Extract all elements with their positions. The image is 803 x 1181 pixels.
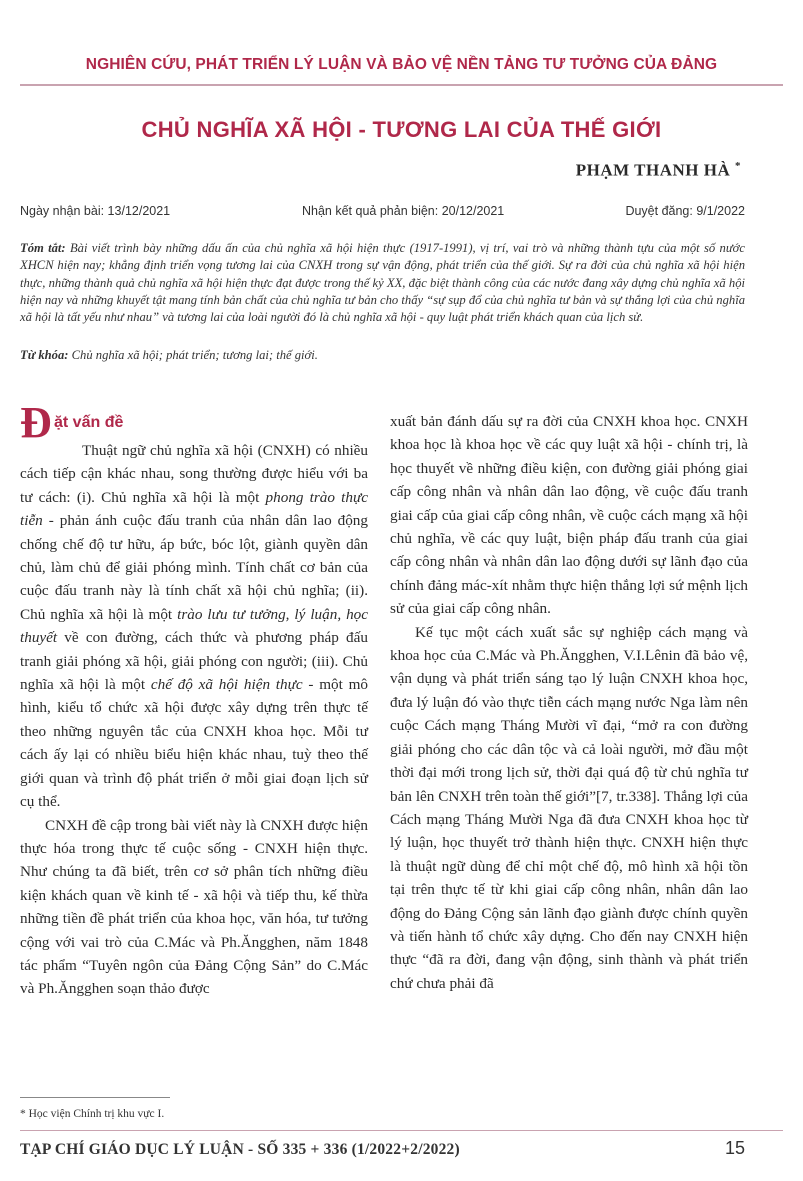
footer-divider bbox=[20, 1130, 783, 1131]
date-received: Ngày nhận bài: 13/12/2021 bbox=[20, 204, 171, 218]
section-heading bbox=[20, 398, 368, 447]
paragraph-text: - phản ánh cuộc đấu tranh của nhân dân lao động chống chế độ tư hữu, áp bức, bóc lột, giành quyền dân chủ, làm chủ để giải phóng mình. Tính chất cơ bản của cuộc đấu tranh này là tính chất xã hội chủ nghĩa; (ii). Chủ nghĩa xã hội là một bbox=[20, 512, 368, 623]
article-title: CHỦ NGHĨA XÃ HỘI - TƯƠNG LAI CỦA THẾ GIỚI bbox=[141, 117, 662, 142]
keywords-label: Từ khóa: bbox=[20, 348, 69, 362]
author-name: PHẠM THANH HÀ bbox=[575, 160, 731, 180]
body-column-right bbox=[390, 410, 748, 995]
abstract bbox=[20, 240, 745, 326]
paragraph-text: về con đường, cách thức và phương pháp đấu tranh giải phóng xã hội, giải phóng con người; (iii). Chủ nghĩa xã hội là một bbox=[20, 629, 368, 694]
journal-name: TẠP CHÍ GIÁO DỤC LÝ LUẬN - SỐ 335 + 336 (1/2022+2/2022) bbox=[20, 1141, 460, 1158]
paragraph: xuất bản đánh dấu sự ra đời của CNXH khoa học. CNXH khoa học là khoa học về các quy luật xã hội - chính trị, là học thuyết về những điều kiện, con đường giải phóng giai cấp công nhân và nhân dân lao động, về cuộc đấu tranh giai cấp của giai cấp công nhân, về cuộc cách mạng xã hội chủ nghĩa, về các quy luật, biện pháp đấu tranh của giai cấp công nhân và nhân dân lao động dưới sự lãnh đạo của chính đảng mác-xít nhằm thực hiện thắng lợi sứ mệnh lịch sử của giai cấp công nhân. bbox=[390, 413, 748, 618]
page-number: 15 bbox=[724, 1138, 745, 1158]
header-divider bbox=[20, 84, 783, 86]
keywords bbox=[20, 348, 745, 363]
abstract-label: Tóm tắt: bbox=[20, 241, 66, 255]
emphasis-text: chế độ xã hội hiện thực bbox=[150, 676, 303, 694]
emphasis-text: phong trào thực tiễn bbox=[20, 488, 368, 530]
abstract-text: Bài viết trình bày những dấu ấn của chủ nghĩa xã hội hiện thực (1917-1991), vị trí, vai trò và những thành tựu của một số nước XHCN hiện nay; khẳng định triển vọng tương lai của CNXH trong sự vận động, phát triển của thế giới. Sự ra đời của chủ nghĩa xã hội hiện thực, những thành quả chủ nghĩa xã hội hiện thực đạt được trong thế kỷ XX, đặc biệt thành công của các nước đang xây dựng chủ nghĩa xã hội hiện nay và những khuyết tật mang tính bản chất của chủ nghĩa tư bản cho thấy “sự sụp đổ của chủ nghĩa tư bản và sự thắng lợi của chủ nghĩa xã hội là tất yếu như nhau” và tương lai của loài người đó là chủ nghĩa xã hội - quy luật phát triển khách quan của lịch sử. bbox=[20, 241, 745, 325]
keywords-text: Chủ nghĩa xã hội; phát triển; tương lai; thế giới. bbox=[71, 348, 318, 362]
emphasis-text: trào lưu tư tưởng, lý luận, học thuyết bbox=[20, 605, 368, 647]
paragraph-text: - một mô hình, kiểu tổ chức xã hội được xây dựng trên thực tế theo những nguyên tắc của CNXH khoa học. Mỗi tư cách ấy lại có nhiều biểu hiện khác nhau, tuỳ theo thế giới quan và trình độ phát triển ở mỗi giai đoạn lịch sử cụ thể. bbox=[20, 676, 369, 811]
paragraph-text: Thuật ngữ chủ nghĩa xã hội (CNXH) có nhiều cách tiếp cận khác nhau, song thường được hiểu với ba tư cách: (i). Chủ nghĩa xã hội là một bbox=[20, 442, 368, 506]
drop-cap: Đ bbox=[20, 398, 52, 447]
section-heading-text: ặt vấn đề bbox=[54, 414, 124, 431]
paragraph: CNXH đề cập trong bài viết này là CNXH được hiện thực hóa trong thực tế cuộc sống - CNXH hiện thực. Như chúng ta đã biết, trên cơ sở phân tích những điều kiện khách quan về kinh tế - xã hội và tiếp thu, kế thừa những tiền đề phát triển của khoa học, văn hóa, tư tưởng cộng với vai trò của C.Mác và Ph.Ăngghen, năm 1848 tác phẩm “Tuyên ngôn của Đảng Cộng Sản” do C.Mác và Ph.Ăngghen soạn thảo được bbox=[20, 816, 368, 998]
paragraph bbox=[20, 439, 368, 814]
author-footnote-mark: * bbox=[735, 160, 741, 172]
paragraph: Kế tục một cách xuất sắc sự nghiệp cách mạng và khoa học của C.Mác và Ph.Ăngghen, V.I.Lênin đã bảo vệ, vận dụng và phát triển sáng tạo lý luận CNXH khoa học, đưa lý luận đó vào thực tiễn cách mạng nước Nga làm nên cuộc Cách mạng Tháng Mười vĩ đại, “mở ra con đường giải phóng cho các dân tộc và cả loài người, mở đầu một thời đại mới trong lịch sử, thời đại quá độ từ chủ nghĩa tư bản lên CNXH trên toàn thế giới”[7, tr.338]. Thắng lợi của Cách mạng Tháng Mười Nga đã đưa CNXH khoa học từ lý luận, học thuyết trở thành hiện thực. CNXH hiện thực là thuật ngữ dùng để chỉ một chế độ, mô hình xã hội tồn tại trên thực tế từ khi giai cấp công nhân, nhân dân lao động do Đảng Cộng sản lãnh đạo giành được chính quyền và tiến hành tổ chức xây dựng. Cho đến nay CNXH hiện thực “đã ra đời, đang vận động, sinh thành và phát triển chứ chưa phải đã bbox=[390, 623, 748, 992]
footnote: * Học viện Chính trị khu vực I. bbox=[20, 1108, 165, 1120]
date-review: Nhận kết quả phản biện: 20/12/2021 bbox=[302, 204, 505, 218]
date-accepted: Duyệt đăng: 9/1/2022 bbox=[625, 204, 745, 218]
section-header: NGHIÊN CỨU, PHÁT TRIỂN LÝ LUẬN VÀ BẢO VỆ NỀN TẢNG TƯ TƯỞNG CỦA ĐẢNG bbox=[85, 56, 718, 73]
footnote-divider bbox=[20, 1097, 170, 1098]
body-column-left bbox=[20, 398, 369, 1001]
author bbox=[576, 160, 741, 181]
